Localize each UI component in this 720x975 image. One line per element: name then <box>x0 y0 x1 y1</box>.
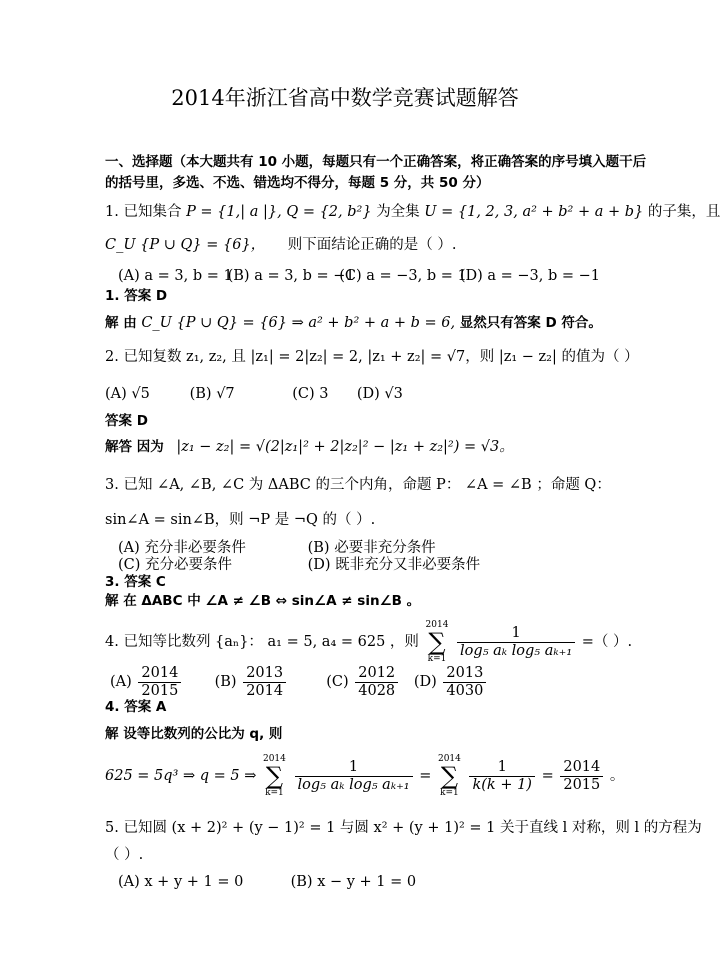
q3-option-c: (C) 充分必要条件 <box>118 557 233 573</box>
sigma-icon: ∑ <box>265 762 283 790</box>
q4-option-d: (D) $\frac{2013}{4030}$ <box>414 662 488 702</box>
q1-solution-prefix: 解 由 <box>105 315 137 331</box>
q4-solution-line1: 解 设等比数列的公比为 q, 则 <box>105 726 283 742</box>
q3-option-b: (B) 必要非充分条件 <box>307 540 436 556</box>
q2-solution <box>105 437 514 457</box>
q4-frac-num: 1 <box>457 625 575 643</box>
q1-suffix: 的子集，且 <box>647 204 720 220</box>
q5-stem-line2: （ ）. <box>105 847 144 863</box>
q1-set-p: P = {1,| a |}, Q = {2, b²} <box>186 204 372 220</box>
q2-option-b: (B) √7 <box>189 386 235 402</box>
q1-solution-math: C_U {P ∪ Q} = {6} ⇒ a² + b² + a + b = 6, <box>141 315 456 331</box>
q1-option-d: (D) a = −3, b = −1 <box>459 268 601 284</box>
q2-options <box>105 384 403 404</box>
q1-stem-line1 <box>105 202 720 222</box>
q1-option-c: (C) a = −3, b = 1 <box>339 268 467 284</box>
q4-solution-frac2: $\frac{1}{k(k + 1)}$ <box>469 759 534 794</box>
q1-option-b: (B) a = 3, b = −1 <box>227 268 355 284</box>
q4-stem-suffix: =（ ）. <box>581 634 633 650</box>
q1-stem-line2 <box>105 235 457 255</box>
q4-solution-sum2: 2014 ∑ k=1 <box>437 754 461 798</box>
q4-sum-upper: 2014 <box>425 620 449 630</box>
q4-solution-equals: = <box>419 768 432 784</box>
q2-option-d: (D) √3 <box>356 386 403 402</box>
q5-option-a: (A) x + y + 1 = 0 <box>118 874 244 890</box>
q1-options <box>118 266 600 286</box>
q4-answer: 4. 答案 A <box>105 699 167 715</box>
q4-option-c: (C) $\frac{2012}{4028}$ <box>326 662 409 702</box>
q3-solution: 解 在 ΔABC 中 ∠A ≠ ∠B ⇔ sin∠A ≠ sin∠B 。 <box>105 593 421 609</box>
q3-option-d: (D) 既非充分又非必要条件 <box>307 557 481 573</box>
q5-option-b: (B) x − y + 1 = 0 <box>290 874 417 890</box>
q2-option-a: (A) √5 <box>105 386 150 402</box>
q2-solution-prefix: 解答 因为 <box>105 439 164 455</box>
q1-answer: 1. 答案 D <box>105 288 168 304</box>
q1-condition: C_U {P ∪ Q} = {6}， <box>105 237 266 253</box>
q5-stem-line1: 5. 已知圆 (x + 2)² + (y − 1)² = 1 与圆 x² + (y + 1)² = 1 关于直线 l 对称，则 l 的方程为 <box>105 820 702 836</box>
q2-answer: 答案 D <box>105 413 148 429</box>
q4-solution-prefix: 625 = 5q³ ⇒ q = 5 ⇒ <box>105 768 257 784</box>
q4-solution-frac1: $\frac{1}{\text{log₅ aₖ log₅ aₖ₊₁}}$ <box>295 759 413 794</box>
page-title: 2014年浙江省高中数学竞赛试题解答 <box>171 86 519 110</box>
q1-solution-suffix: 显然只有答案 D 符合。 <box>459 315 602 331</box>
q3-option-a: (A) 充分非必要条件 <box>118 540 246 556</box>
q4-option-a: (A) $\frac{2014}{2015}$ <box>110 662 210 702</box>
q3-stem-line2: sin∠A = sin∠B，则 ¬P 是 ¬Q 的（ ）. <box>105 512 376 528</box>
q2-stem: 2. 已知复数 z₁, z₂, 且 |z₁| = 2|z₂| = 2, |z₁ + z₂| = √7，则 |z₁ − z₂| 的值为（ ） <box>105 349 639 365</box>
q1-mid: 为全集 <box>376 204 420 220</box>
q4-option-b: (B) $\frac{2013}{2014}$ <box>215 662 322 702</box>
q4-sum-lower: k=1 <box>427 654 447 664</box>
q2-option-c: (C) 3 <box>292 386 329 402</box>
q3-answer: 3. 答案 C <box>105 574 166 590</box>
q4-summation <box>426 620 449 664</box>
q1-set-u: U = {1, 2, 3, a² + b² + a + b} <box>424 204 644 220</box>
q4-frac-den: log₅ aₖ log₅ aₖ₊₁ <box>460 642 573 659</box>
q4-fraction <box>457 625 575 660</box>
q4-solution-sum1: 2014 ∑ k=1 <box>262 754 286 798</box>
q4-solution-line2: 625 = 5q³ ⇒ q = 5 ⇒ 2014 ∑ k=1 $\frac{1}{\text{log₅ aₖ log₅ aₖ₊₁}}$ = 2014 ∑ k=1 $\frac{1}{k(k + 1)}$ = $\frac{2014}{2015}$ 。 <box>105 754 625 798</box>
q4-options <box>110 662 488 702</box>
q1-question: 则下面结论正确的是（ ）. <box>287 237 457 253</box>
q4-solution-result: $\frac{2014}{2015}$ <box>560 759 603 794</box>
section-heading-line2: 的括号里，多选、不选、错选均不得分，每题 5 分，共 50 分） <box>105 175 490 191</box>
q1-prefix: 1. 已知集合 <box>105 204 182 220</box>
q3-stem-line1: 3. 已知 ∠A, ∠B, ∠C 为 ΔABC 的三个内角，命题 P： ∠A = ∠B ；命题 Q： <box>105 477 611 493</box>
sigma-icon: ∑ <box>440 762 458 790</box>
q2-solution-math: |z₁ − z₂| = √(2|z₁|² + 2|z₂|² − |z₁ + z₂|²) = √3。 <box>176 439 514 455</box>
q4-stem <box>105 620 632 664</box>
q5-options <box>118 872 416 892</box>
q3-options-row2 <box>118 555 480 575</box>
sigma-icon: ∑ <box>428 628 446 656</box>
section-heading-line1: 一、选择题（本大题共有 10 小题，每题只有一个正确答案，将正确答案的序号填入题干后 <box>105 154 647 170</box>
q1-solution <box>105 313 602 333</box>
q1-option-a: (A) a = 3, b = 1 <box>118 268 233 284</box>
q4-stem-prefix: 4. 已知等比数列 {aₙ}： a₁ = 5, a₄ = 625 ，则 <box>105 634 419 650</box>
